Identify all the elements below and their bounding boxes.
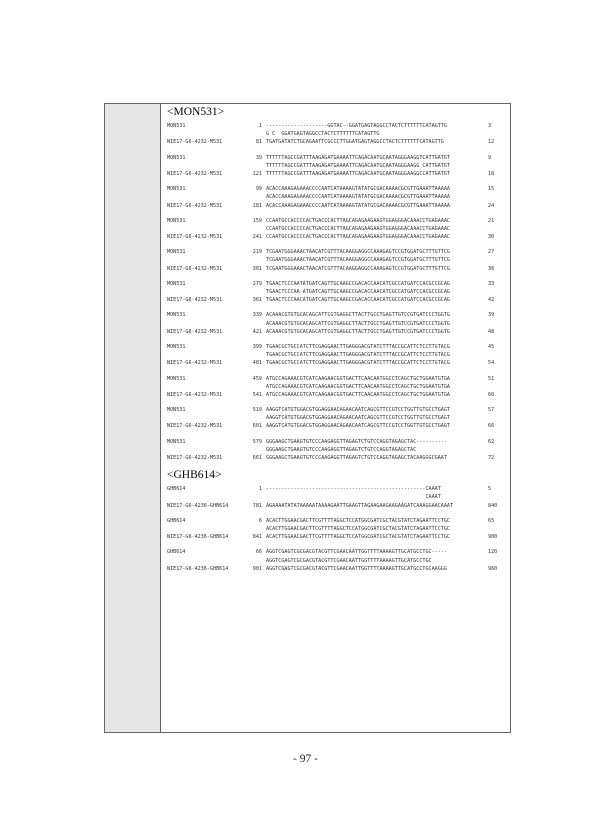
end-position: 27 <box>488 249 495 256</box>
query-row <box>167 502 507 510</box>
alignment-block <box>167 154 507 179</box>
reference-row <box>167 185 507 193</box>
consensus-sequence: ACAAACGTGTGCACAGCATTCGTGAGGCTTACTTGCCTGAGTTGTCCGTGATCCCTGGTG <box>266 320 451 327</box>
sequence-name: NIE17-G6-4232-M531 <box>167 328 223 335</box>
sequence-name: NIE17-G6-4236-GHB614 <box>167 534 229 541</box>
consensus-sequence: ACACCAAAGAGAAACCCCAATCATAAAAGTATATGCGACAAAACGCGTTGAAATTAAAAA <box>266 194 451 201</box>
alignment-block <box>167 311 507 336</box>
sequence-name: NIE17-G6-4232-M531 <box>167 265 223 272</box>
end-position: 51 <box>488 375 495 382</box>
consensus-sequence: CAAAT <box>266 494 441 501</box>
sequence: ----------------------------------------------------CAAAT <box>266 486 441 493</box>
sequence: --------------------GGTAC--GGATGAGTAGGCCTACTCTTTTTTCATAGTTG <box>266 123 447 129</box>
end-position: 36 <box>488 265 495 272</box>
start-position: 841 <box>252 534 262 541</box>
sequence-name: NIE17-G6-4232-M531 <box>167 297 223 304</box>
blank <box>246 525 266 533</box>
section-title: <GHB614> <box>167 469 222 482</box>
start-position: 519 <box>252 407 262 414</box>
sequence: ATGCCAGAAACGTCATCAAGAACGGTGACTTCAACAATGGCCTCAGCTGCTGGAATGTGA <box>266 375 451 382</box>
sequence: ACAAACGTGTGCACAGCATTCGTGAGGCTTACTTGCCTGAGTTGTCCGTGATCCCTGGTG <box>266 328 451 335</box>
alignment-block <box>167 280 507 305</box>
start-position: 661 <box>252 455 262 461</box>
consensus-row <box>167 351 507 359</box>
sequence-name: MON531 <box>167 186 186 193</box>
sequence-name: MON531 <box>167 312 186 319</box>
sequence: ACACCAAAGAGAAACCCCAATCATAAAAGTATATGCGACAAAACGCGTTGAAATTAAAAA <box>266 186 451 193</box>
reference-row <box>167 438 507 446</box>
sequence: TGAACTCCCAACATGATCAGTTGCAAGCCGACACCAACATCGCCATGATCCACGCCGCAG <box>266 297 451 304</box>
query-row <box>167 422 507 430</box>
consensus-sequence: TGAACGCTGCCATCTTCGAGGAACTTGAGGGACGTATCTTTACCGCATTCTCCTTGTACG <box>266 352 451 359</box>
start-position: 121 <box>252 170 262 177</box>
sequence: TGAACTCCCAATATGATCAGTTGCAAGCCGACACCAACATCGCCATGATCCACGCCGCAG <box>266 280 451 287</box>
blank <box>167 320 246 328</box>
query-row <box>167 533 507 541</box>
start-position: 459 <box>252 375 262 382</box>
start-position: 1 <box>258 486 262 493</box>
consensus-row <box>167 256 507 264</box>
sequence: ATGCCAGAAACGTCATCAAGAACGGTGACTTCAACAATGGCCTCAGCTGCTGGAATGTGA <box>266 391 451 398</box>
blank <box>246 162 266 170</box>
sequence-name: GHB614 <box>167 549 186 556</box>
start-position: 219 <box>252 249 262 256</box>
blank <box>167 162 246 170</box>
start-position: 781 <box>252 502 262 509</box>
blank <box>246 493 266 501</box>
consensus-row <box>167 383 507 391</box>
alignment-block <box>167 217 507 242</box>
sequence-name: MON531 <box>167 217 186 224</box>
consensus-sequence: AGGTCGAGTCGCGACGTACGTTCGAACAATTGGTTTTAAAAGTTGCATGCCTGC <box>266 557 432 564</box>
end-position: 60 <box>488 391 495 398</box>
consensus-sequence: ACACTTGGAACGACTTCGTTTTAGGCTCCATGGCGATCGCTACGTATCTAGAATTCCTGC <box>266 525 451 532</box>
reference-row <box>167 375 507 383</box>
end-position: 62 <box>488 438 495 445</box>
end-position: 42 <box>488 297 495 304</box>
consensus-row <box>167 162 507 170</box>
end-position: 21 <box>488 217 495 224</box>
consensus-sequence: GGGAAGCTGAAGTGTCCCAAGAGGTTAGAGTCTGTCCAGGTAGAGCTAC <box>266 446 417 453</box>
consensus-row <box>167 493 507 501</box>
start-position: 159 <box>252 217 262 224</box>
start-position: 601 <box>252 423 262 430</box>
reference-row <box>167 485 507 493</box>
end-position: 900 <box>488 534 498 541</box>
alignment-table <box>104 103 511 733</box>
page-number: - 97 - <box>293 753 318 765</box>
blank <box>167 256 246 264</box>
consensus-row <box>167 557 507 565</box>
sequence-name: NIE17-G6-4232-M531 <box>167 139 223 146</box>
sequence-name: GHB614 <box>167 517 186 524</box>
blank <box>167 225 246 233</box>
consensus-sequence: TCGAATGGGAAACTAACATCGTTTACAAGGAGGCCAAAGAGTCCGTGGATGCTTTGTTCG <box>266 257 451 264</box>
sequence-name: MON531 <box>167 438 186 445</box>
blank <box>167 288 246 296</box>
consensus-sequence: ATGCCAGAAACGTCATCAAGAACGGTGACTTCAACAATGGCCTCAGCTGCTGGAATGTGA <box>266 383 451 390</box>
sequence: TTTTTTAGCCGATTTAAGAGATGAAAATTCAGACAATGCAATAGGGAAGGTCATTGATGT <box>266 154 451 161</box>
sequence-name: NIE17-G6-4236-GHB614 <box>167 565 229 572</box>
reference-row <box>167 154 507 162</box>
blank <box>167 351 246 359</box>
blank <box>167 130 246 138</box>
sequence-name: MON531 <box>167 280 186 287</box>
query-row <box>167 233 507 241</box>
sequence-name: NIE17-G6-4232-M531 <box>167 391 223 398</box>
blank <box>167 446 246 454</box>
consensus-sequence: TGAACTCCCAA ATGATCAGTTGCAAGCCGACACCAACATCGCCATGATCCACGCCGCAG <box>266 289 451 295</box>
sequence: TTTTTTAGCCGATTTAAGAGATGAAAATTCAGACAATGCAATAGGGAAGGCCATTGATGT <box>266 170 451 177</box>
reference-row <box>167 548 507 556</box>
start-position: 1 <box>258 123 262 129</box>
blank <box>246 225 266 233</box>
sequence: AGGTCGAGTCGCGACGTACGTTCGAACAATTGGTTTTAAAAGTTGCATGCCTGC----- <box>266 549 447 556</box>
blank <box>167 525 246 533</box>
end-position: 9 <box>488 154 492 161</box>
sequence: GGGAAGCTGAAGTGTCCCAAGAGGTTAGAGTCTGTCCAGGTAGAGCTACAAGGGCGAAT <box>266 455 447 461</box>
consensus-sequence: G C GGATGAGTAGGCCTACTCTTTTTTCATAGTTG <box>266 131 380 138</box>
query-row <box>167 170 507 178</box>
sequence: ACACTTGGAACGACTTCGTTTTAGGCTCCATGGCGATCGCTACGTATCTAGAATTCCTGC <box>266 534 451 541</box>
blank <box>167 557 246 565</box>
blank <box>246 414 266 422</box>
blank <box>246 557 266 565</box>
start-position: 241 <box>252 234 262 241</box>
alignment-block <box>167 517 507 542</box>
query-row <box>167 138 507 146</box>
alignment-block <box>167 375 507 400</box>
query-row <box>167 328 507 336</box>
alignment-block <box>167 548 507 573</box>
sequence: ACACTTGGAACGACTTCGTTTTAGGCTCCATGGCGATCGCTACGTATCTAGAATTCCTGC <box>266 517 451 524</box>
sequence-name: NIE17-G6-4232-M531 <box>167 423 223 430</box>
consensus-row <box>167 525 507 533</box>
sequence: AAGGTCATGTGGACGTGGAGGAACAGAACAATCAGCGTTCCGTCCTGGTTGTGCCTGAGT <box>266 407 451 414</box>
start-position: 339 <box>252 312 262 319</box>
end-position: 65 <box>488 517 495 524</box>
consensus-sequence: CCAATGCCACCCCACTGACCCACTTAGCAGAGAAGAAGTGGAGGGACAAACCTGAGAAAC <box>266 225 451 232</box>
end-position: 15 <box>488 186 495 193</box>
sequence-name: MON531 <box>167 407 186 414</box>
start-position: 901 <box>252 565 262 572</box>
end-position: 57 <box>488 407 495 414</box>
blank <box>246 320 266 328</box>
end-position: 48 <box>488 328 495 335</box>
alignment-block <box>167 122 507 147</box>
sequence-name: NIE17-G6-4232-M531 <box>167 234 223 241</box>
consensus-row <box>167 320 507 328</box>
end-position: 24 <box>488 202 495 209</box>
sequence-name: MON531 <box>167 123 186 129</box>
alignment-block <box>167 248 507 273</box>
start-position: 81 <box>255 139 262 146</box>
start-position: 421 <box>252 328 262 335</box>
query-row <box>167 265 507 273</box>
end-position: 39 <box>488 312 495 319</box>
alignment-block <box>167 485 507 510</box>
start-position: 181 <box>252 202 262 209</box>
query-row <box>167 391 507 399</box>
sequence: TGAACGCTGCCATCTTCGAGGAACTTGAGGGACGTATCTTTACCGCATTCTCCTTGTACG <box>266 360 451 367</box>
sequence: TCGAATGGGAAACTAACATCGTTTACAAGGAGGCCAAAGAGTCCGTGGATGCTTTGTTCG <box>266 265 451 272</box>
sequence-name: NIE17-G6-4232-M531 <box>167 455 223 461</box>
end-position: 54 <box>488 360 495 367</box>
start-position: 301 <box>252 265 262 272</box>
start-position: 66 <box>255 549 262 556</box>
sequence-name: MON531 <box>167 343 186 350</box>
sequence: TCGAATGGGAAACTAACATCGTTTACAAGGAGGCCAAAGAGTCCGTGGATGCTTTGTTCG <box>266 249 451 256</box>
section-title: <MON531> <box>167 106 225 118</box>
sequence-name: GHB614 <box>167 486 186 493</box>
sequence: AAGGTCATGTGGACGTGGAGGAACAGAACAATCAGCGTTCCGTCCTGGTTGTGCCTGAGT <box>266 423 451 430</box>
sequence-name: MON531 <box>167 154 186 161</box>
reference-row <box>167 343 507 351</box>
start-position: 481 <box>252 360 262 367</box>
sequence: AGAAAATATATAAAAATAAAAGAATTGAAGTTAGAAGAAGAAGAAGATCAAAGGAACAAAT <box>266 502 454 509</box>
sequence: CCAATGCCACCCCACTGACCCACTTAGCAGAGAAGAAGTGGAGGGACAAACCTGAGAAAC <box>266 217 451 224</box>
query-row <box>167 359 507 367</box>
sequence-name: NIE17-G6-4232-M531 <box>167 170 223 177</box>
reference-row <box>167 248 507 256</box>
end-position: 5 <box>488 486 492 493</box>
start-position: 39 <box>255 154 262 161</box>
alignment-block <box>167 438 507 463</box>
end-position: 18 <box>488 170 495 177</box>
blank <box>246 446 266 454</box>
alignment-content <box>167 104 507 732</box>
sequence: AGGTCGAGTCGCGACGTACGTTCGAACAATTGGTTTTAAAAGTTGCATGCCTGCAAGGG <box>266 565 447 572</box>
consensus-row <box>167 288 507 296</box>
end-position: 33 <box>488 280 495 287</box>
alignment-block <box>167 185 507 210</box>
sequence-name: NIE17-G6-4232-M531 <box>167 202 223 209</box>
blank <box>167 383 246 391</box>
blank <box>246 288 266 296</box>
blank <box>167 493 246 501</box>
blank <box>246 383 266 391</box>
blank <box>167 414 246 422</box>
blank <box>167 193 246 201</box>
alignment-block <box>167 343 507 368</box>
consensus-row <box>167 446 507 454</box>
start-position: 6 <box>258 517 262 524</box>
sequence-name: MON531 <box>167 249 186 256</box>
consensus-row <box>167 130 507 138</box>
reference-row <box>167 406 507 414</box>
blank <box>246 256 266 264</box>
end-position: 12 <box>488 139 495 146</box>
alignment-block <box>167 406 507 431</box>
end-position: 960 <box>488 565 498 572</box>
reference-row <box>167 517 507 525</box>
sequence: GGGAAGCTGAAGTGTCCCAAGAGGTTAGAGTCTGTCCAGGTAGAGCTAC---------- <box>266 438 447 445</box>
sequence-name: NIE17-G6-4236-GHB614 <box>167 502 229 509</box>
end-position: 120 <box>488 549 498 556</box>
blank <box>246 351 266 359</box>
end-position: 840 <box>488 502 498 509</box>
reference-row <box>167 280 507 288</box>
start-position: 361 <box>252 297 262 304</box>
end-position: 66 <box>488 423 495 430</box>
query-row <box>167 202 507 210</box>
consensus-sequence: AAGGTCATGTGGACGTGGAGGAACAGAACAATCAGCGTTCCGTCCTGGTTGTGCCTGAGT <box>266 415 451 422</box>
sequence-name: MON531 <box>167 375 186 382</box>
start-position: 99 <box>255 186 262 193</box>
start-position: 579 <box>252 438 262 445</box>
sequence: ACACCAAAGAGAAACCCCAATCATAAAAGTATATGCGACAAAACGCGTTGAAATTAAAAA <box>266 202 451 209</box>
query-row <box>167 296 507 304</box>
end-position: 72 <box>488 455 495 461</box>
left-gutter-cell <box>105 104 161 732</box>
start-position: 279 <box>252 280 262 287</box>
sequence: TGAACGCTGCCATCTTCGAGGAACTTGAGGGACGTATCTTTACCGCATTCTCCTTGTACG <box>266 343 451 350</box>
query-row <box>167 565 507 573</box>
reference-row <box>167 122 507 130</box>
consensus-row <box>167 414 507 422</box>
end-position: 45 <box>488 343 495 350</box>
consensus-row <box>167 193 507 201</box>
blank <box>246 193 266 201</box>
sequence-name: NIE17-G6-4232-M531 <box>167 360 223 367</box>
reference-row <box>167 217 507 225</box>
reference-row <box>167 311 507 319</box>
query-row <box>167 454 507 462</box>
sequence: CCAATGCCACCCCACTGACCCACTTAGCAGAGAAGAAGTGGAGGGACAAACCTGAGAAAC <box>266 234 451 241</box>
blank <box>246 130 266 138</box>
end-position: 3 <box>488 123 492 129</box>
end-position: 30 <box>488 234 495 241</box>
consensus-sequence: TTTTTTAGCCGATTTAAGAGATGAAAATTCAGACAATGCAATAGGGAAGG CATTGATGT <box>266 162 451 169</box>
sequence: TGATGATATCTGCAGAATTCGCCCTTGGATGAGTAGGCCTACTCTTTTTTCATAGTTG <box>266 139 444 146</box>
start-position: 399 <box>252 343 262 350</box>
start-position: 541 <box>252 391 262 398</box>
consensus-row <box>167 225 507 233</box>
sequence: ACAAACGTGTGCACAGCATTCGTGAGGCTTACTTGCCTGAGTTGTCCGTGATCCCTGGTG <box>266 312 451 319</box>
